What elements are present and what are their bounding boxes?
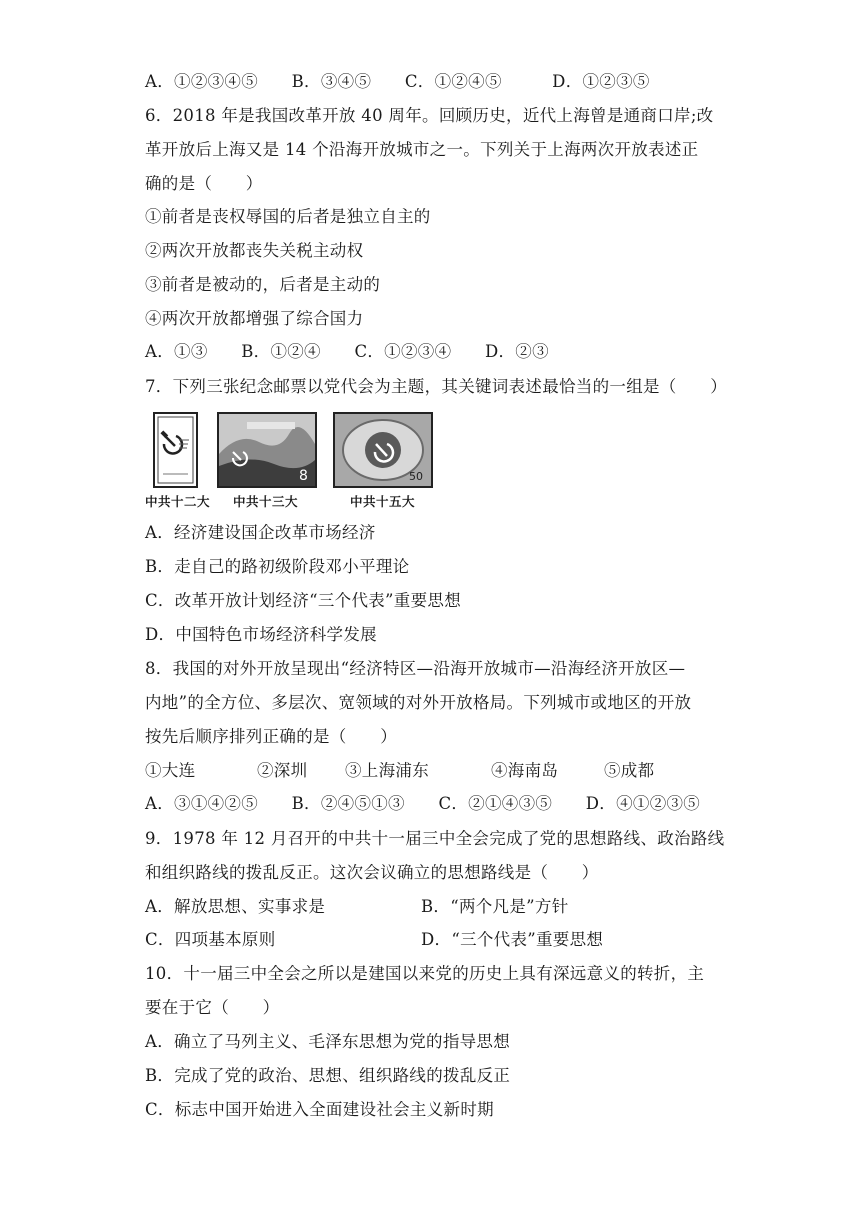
q9-option-a: A．解放思想、实事求是: [145, 897, 326, 916]
q8-item-2: ②深圳: [257, 761, 308, 780]
q8-stem-line-3: 按先后顺序排列正确的是（ ）: [145, 727, 397, 746]
q7-option-d: D．中国特色市场经济科学发展: [145, 625, 377, 644]
q10-stem-line-1: 10．十一届三中全会之所以是建国以来党的历史上具有深远意义的转折，主: [145, 964, 705, 983]
stamp-13th-congress: [217, 412, 317, 488]
q7-option-b: B．走自己的路初级阶段邓小平理论: [145, 557, 410, 576]
emblem-medallion-icon: [335, 414, 431, 486]
stamps-figure: [145, 412, 445, 512]
q6-stem-line-3: 确的是（ ）: [145, 174, 263, 193]
q8-item-5: ⑤成都: [604, 761, 655, 780]
q9-option-b: B．“两个凡是”方针: [421, 897, 569, 916]
q10-stem-line-2: 要在于它（ ）: [145, 998, 280, 1017]
hammer-sickle-icon: [155, 414, 196, 486]
q9-stem-line-2: 和组织路线的拨乱反正。这次会议确立的思想路线是（ ）: [145, 863, 599, 882]
q8-item-4: ④海南岛: [491, 761, 559, 780]
q6-stem-line-1: 6．2018 年是我国改革开放 40 周年。回顾历史，近代上海曾是通商口岸;改: [145, 106, 714, 125]
q6-statement-2: ②两次开放都丧失关税主动权: [145, 241, 364, 260]
q6-statement-4: ④两次开放都增强了综合国力: [145, 309, 364, 328]
q10-option-a: A．确立了马列主义、毛泽东思想为党的指导思想: [145, 1032, 511, 1051]
q6-statement-1: ①前者是丧权辱国的后者是独立自主的: [145, 207, 431, 226]
q7-option-c: C．改革开放计划经济“三个代表”重要思想: [145, 591, 461, 610]
q8-item-3: ③上海浦东: [345, 761, 429, 780]
q8-stem-line-1: 8．我国的对外开放呈现出“经济特区—沿海开放城市—沿海经济开放区—: [145, 659, 686, 678]
q6-statement-3: ③前者是被动的，后者是主动的: [145, 275, 381, 294]
q6-options: A．①③ B．①②④ C．①②③④ D．②③: [145, 342, 549, 361]
stamp-12th-congress: [153, 412, 198, 488]
q8-item-1: ①大连: [145, 761, 196, 780]
q7-stem: 7．下列三张纪念邮票以党代会为主题，其关键词表述最恰当的一组是（ ）: [145, 377, 727, 396]
q10-option-c: C．标志中国开始进入全面建设社会主义新时期: [145, 1100, 494, 1119]
q8-options: A．③①④②⑤ B．②④⑤①③ C．②①④③⑤ D．④①②③⑤: [145, 794, 701, 813]
q7-option-a: A．经济建设国企改革市场经济: [145, 523, 376, 542]
stamp-caption-13: 中共十三大: [233, 494, 299, 509]
q5-options: A．①②③④⑤ B．③④⑤ C．①②④⑤ D．①②③⑤: [145, 72, 650, 91]
svg-text:8: 8: [299, 468, 308, 484]
q6-stem-line-2: 革开放后上海又是 14 个沿海开放城市之一。下列关于上海两次开放表述正: [145, 140, 699, 159]
stamp-caption-12: 中共十二大: [145, 494, 211, 509]
q8-stem-line-2: 内地”的全方位、多层次、宽领域的对外开放格局。下列城市或地区的开放: [145, 693, 692, 712]
stamp-caption-15: 中共十五大: [350, 494, 416, 509]
stamp-15th-congress: [333, 412, 433, 488]
q9-option-c: C．四项基本原则: [145, 930, 276, 949]
svg-text:50: 50: [409, 470, 423, 483]
q9-stem-line-1: 9．1978 年 12 月召开的中共十一届三中全会完成了党的思想路线、政治路线: [145, 829, 725, 848]
q9-option-d: D．“三个代表”重要思想: [421, 930, 604, 949]
mountain-landscape-icon: [219, 414, 315, 486]
q10-option-b: B．完成了党的政治、思想、组织路线的拨乱反正: [145, 1066, 511, 1085]
